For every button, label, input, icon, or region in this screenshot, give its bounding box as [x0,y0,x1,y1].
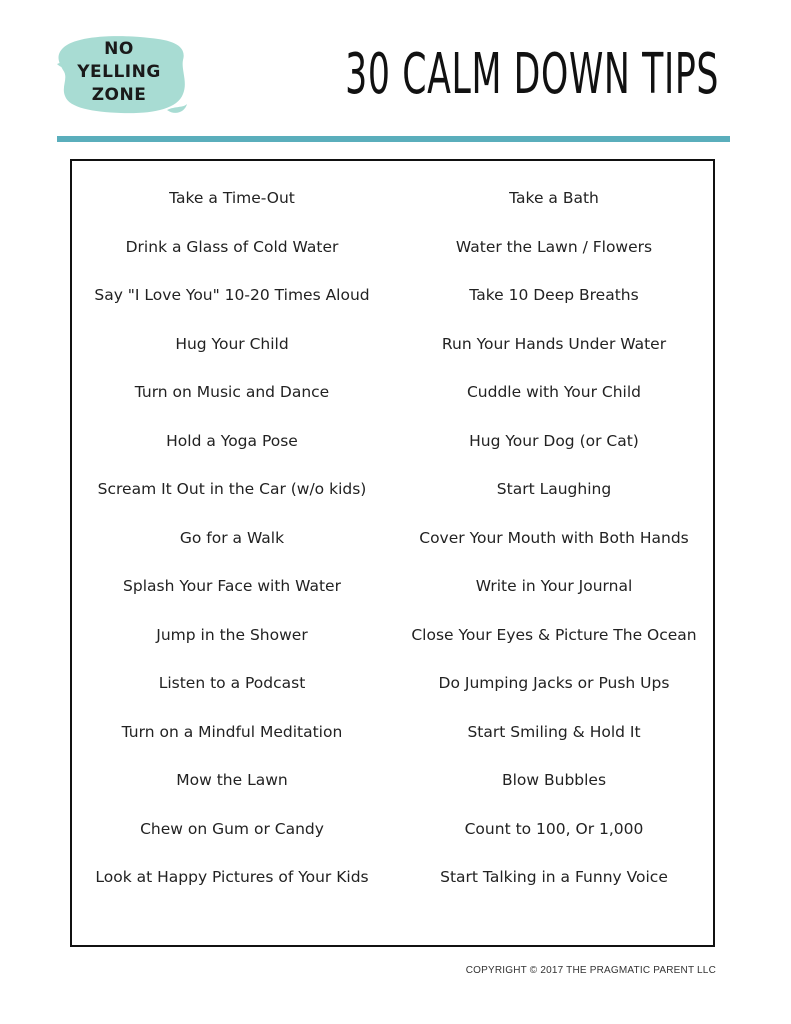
tip-item: Blow Bubbles [501,771,607,789]
tip-item: Turn on a Mindful Meditation [121,722,343,741]
tip-item: Water the Lawn / Flowers [455,237,653,256]
tip-item: Turn on Music and Dance [134,383,330,401]
tip-item: Hug Your Child [175,334,289,353]
tips-box [70,159,715,947]
tip-item: Go for a Walk [179,528,285,547]
tip-item: Hug Your Dog (or Cat) [469,431,639,450]
tip-item: Start Talking in a Funny Voice [440,868,668,886]
tip-item: Drink a Glass of Cold Water [125,237,339,256]
tip-item: Jump in the Shower [156,625,308,644]
badge-line-no: NO [104,39,134,59]
tip-item: Cuddle with Your Child [466,383,642,401]
copyright-footer: COPYRIGHT © 2017 THE PRAGMATIC PARENT LLC [465,965,716,976]
tip-item: Take a Bath [509,189,599,207]
tip-item: Run Your Hands Under Water [441,334,667,353]
title-divider [57,136,730,142]
tip-item: Take a Time-Out [169,189,295,207]
tip-item: Close Your Eyes & Picture The Ocean [411,625,697,644]
tip-item: Mow the Lawn [176,771,288,789]
badge-text [55,38,183,107]
tip-item: Splash Your Face with Water [123,577,341,595]
tip-item: Say "I Love You" 10-20 Times Aloud [94,286,370,304]
tip-item: Chew on Gum or Candy [140,819,324,838]
tip-item: Scream It Out in the Car (w/o kids) [97,480,367,498]
tips-left-column [72,174,392,902]
tip-item: Write in Your Journal [475,577,633,595]
tip-item: Take 10 Deep Breaths [469,286,639,304]
tip-item: Count to 100, Or 1,000 [464,819,644,838]
tip-item: Do Jumping Jacks or Push Ups [438,674,670,692]
tip-item: Start Laughing [496,480,612,498]
page-title: 30 CALM DOWN TIPS [345,42,719,107]
tip-item: Cover Your Mouth with Both Hands [419,528,689,547]
tip-item: Look at Happy Pictures of Your Kids [95,868,369,886]
tip-item: Start Smiling & Hold It [467,722,641,741]
tips-right-column [394,174,714,902]
badge-line-yelling: YELLING [77,62,161,82]
badge-line-zone: ZONE [91,85,147,105]
tip-item: Listen to a Podcast [158,674,306,692]
tip-item: Hold a Yoga Pose [166,431,298,450]
no-yelling-zone-badge [55,30,190,120]
